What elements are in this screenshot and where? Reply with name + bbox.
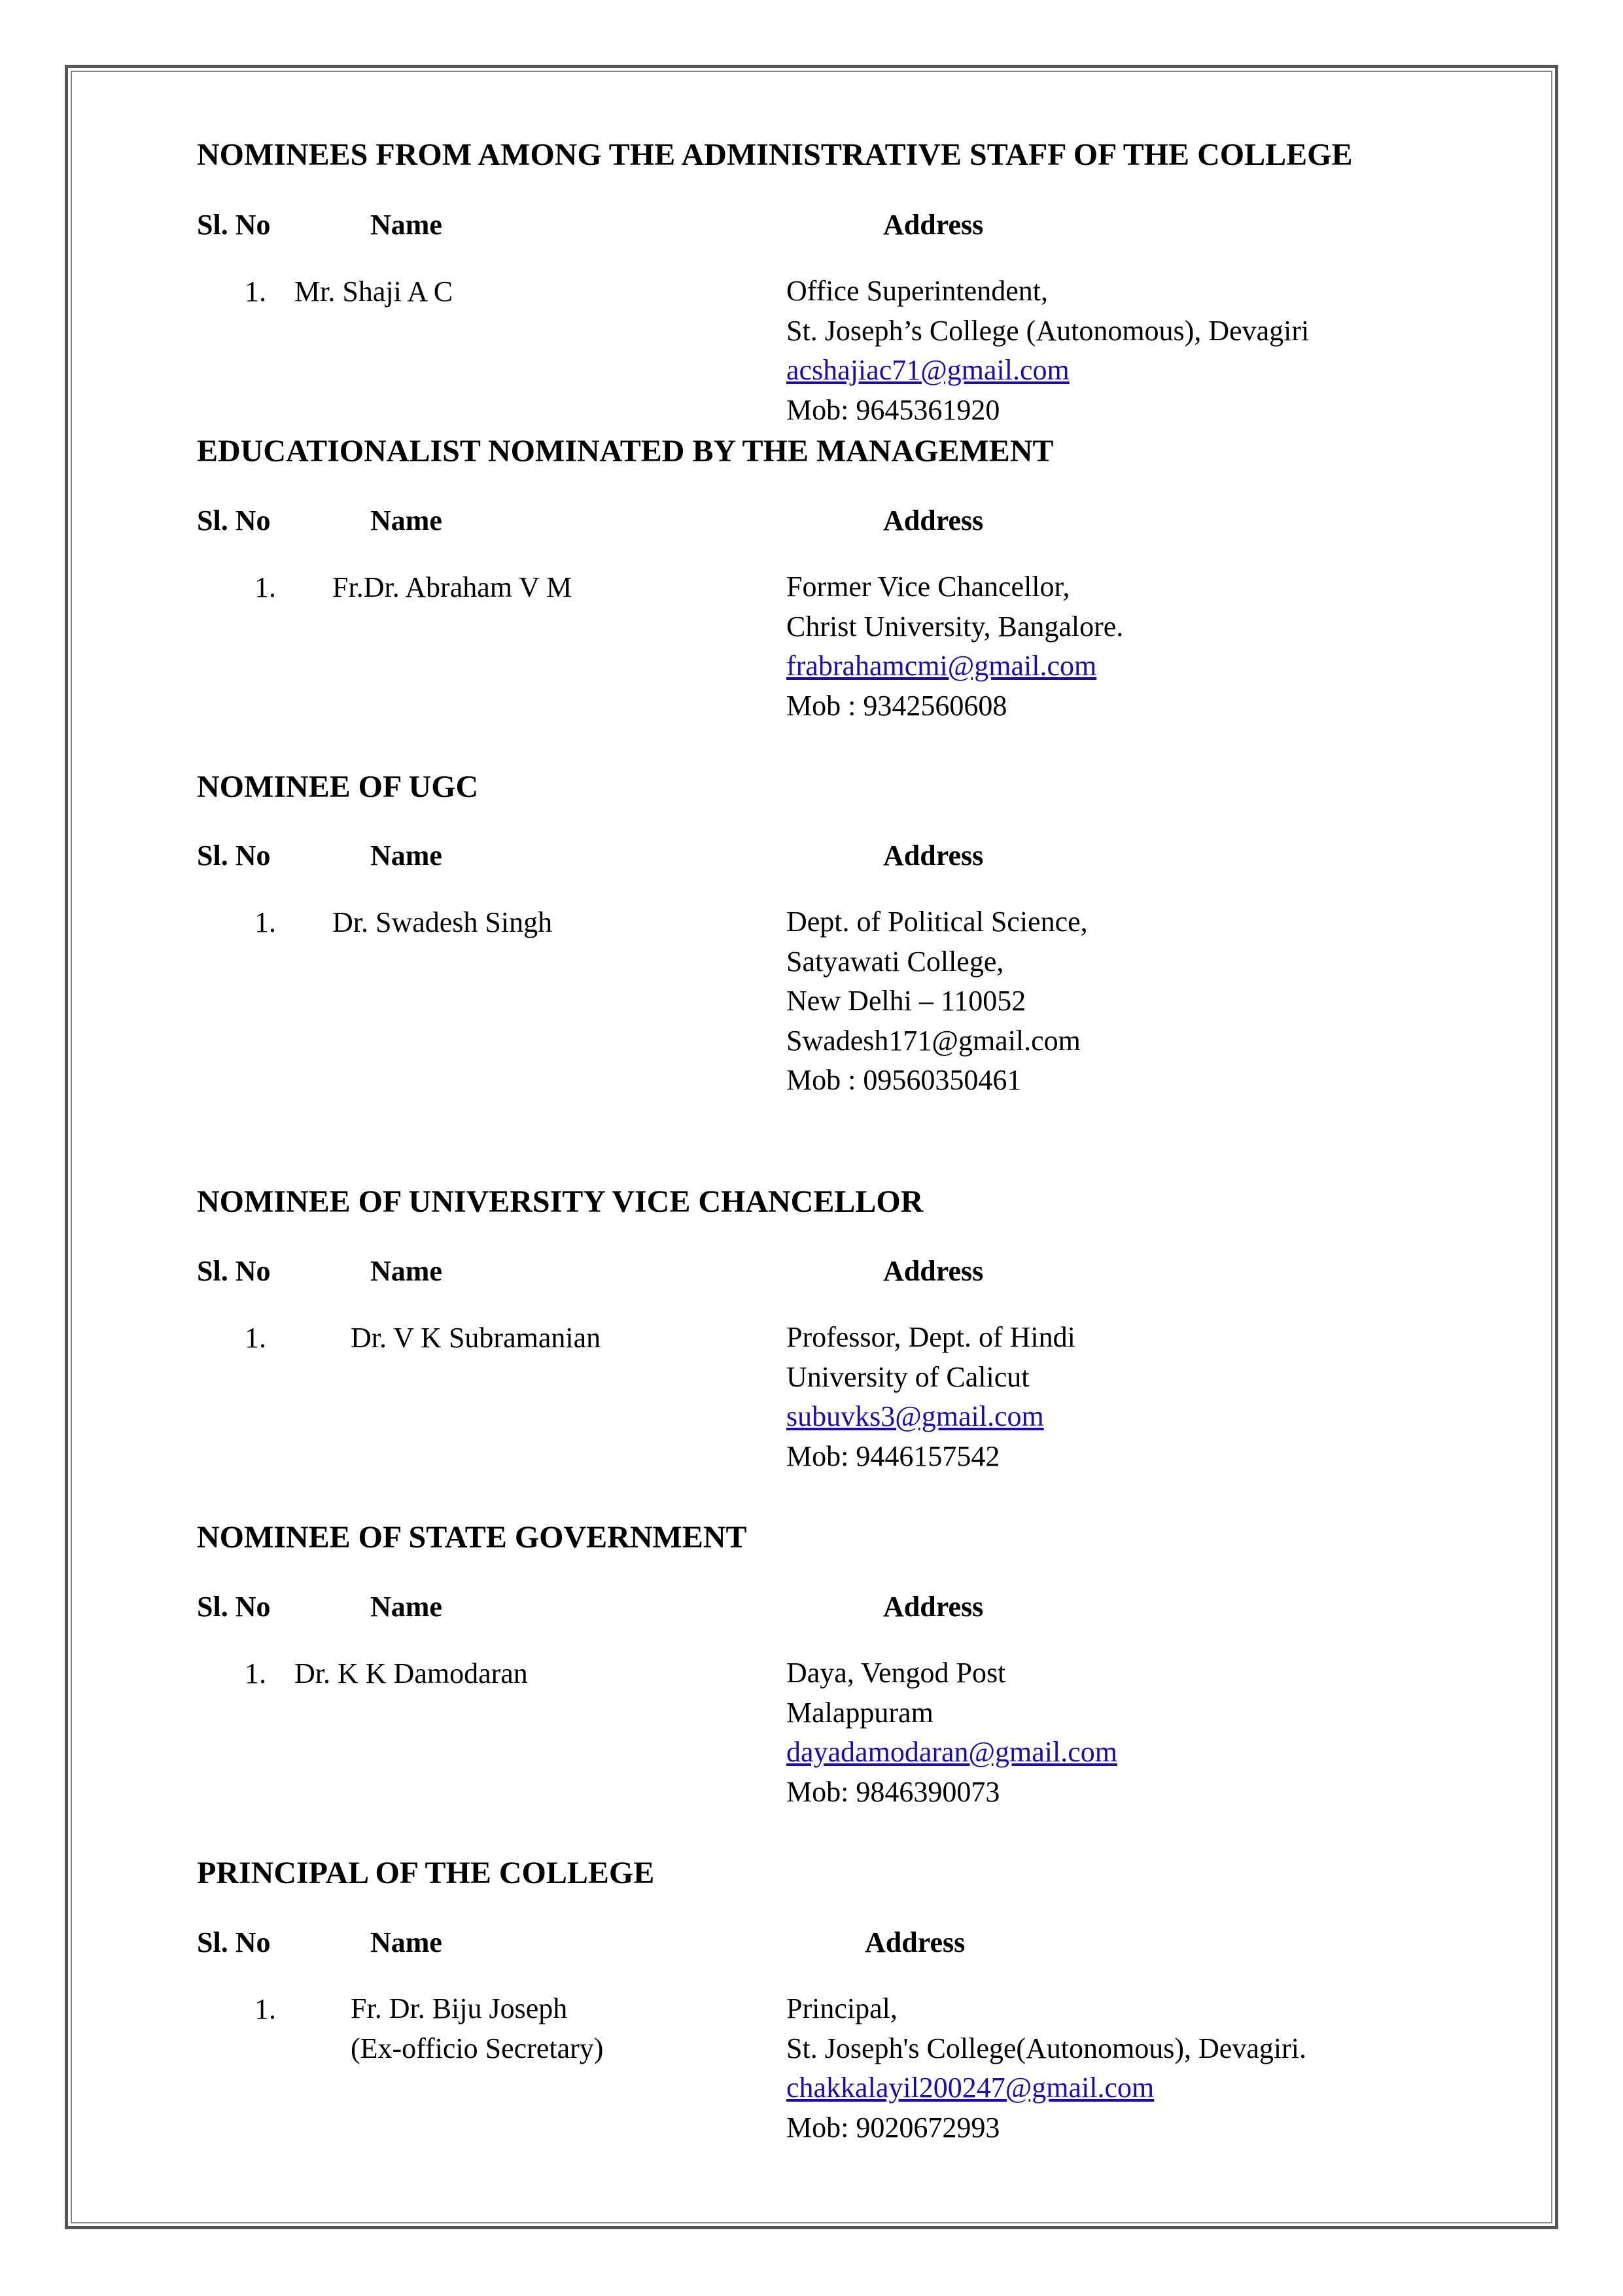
- address-line: Dept. of Political Science,: [786, 906, 1088, 938]
- column-header-address: Address: [883, 209, 984, 241]
- entry-address: [786, 567, 1123, 726]
- entry-name: Dr. V K Subramanian: [351, 1322, 601, 1354]
- entry-sl-no: 1.: [245, 1657, 266, 1689]
- entry-address: [786, 1989, 1306, 2147]
- address-line: Principal,: [786, 1992, 898, 2024]
- column-header-address: Address: [883, 504, 984, 537]
- entry-sl-no: 1.: [245, 1322, 266, 1354]
- entry-address: [786, 1653, 1117, 1812]
- entry-name: [351, 1989, 603, 2068]
- section-title: EDUCATIONALIST NOMINATED BY THE MANAGEMENT: [197, 434, 1054, 468]
- phone-number: Mob: 9446157542: [786, 1439, 1000, 1472]
- entry-sl-no: 1.: [245, 275, 266, 308]
- address-line: St. Joseph’s College (Autonomous), Devagiri: [786, 314, 1310, 347]
- phone-number: Mob: 9645361920: [786, 393, 1000, 426]
- email-link[interactable]: subuvks3@gmail.com: [786, 1400, 1044, 1432]
- entry-sl-no: 1.: [254, 1993, 276, 2025]
- phone-number: Mob : 09560350461: [786, 1064, 1022, 1096]
- entry-sl-no: 1.: [254, 571, 276, 603]
- email-link[interactable]: dayadamodaran@gmail.com: [786, 1736, 1117, 1768]
- column-header-address: Address: [883, 1591, 984, 1623]
- column-header-sl-no: Sl. No: [197, 209, 271, 241]
- address-line: Satyawati College,: [786, 945, 1004, 978]
- address-line: University of Calicut: [786, 1360, 1030, 1393]
- column-header-sl-no: Sl. No: [197, 1255, 271, 1287]
- column-header-name: Name: [370, 1926, 442, 1958]
- column-header-name: Name: [370, 1591, 442, 1623]
- entry-name: Mr. Shaji A C: [294, 275, 453, 308]
- section-title: NOMINEES FROM AMONG THE ADMINISTRATIVE STAFF OF THE COLLEGE: [197, 137, 1353, 172]
- column-header-name: Name: [370, 1255, 442, 1287]
- section-title: NOMINEE OF UNIVERSITY VICE CHANCELLOR: [197, 1184, 924, 1219]
- column-header-name: Name: [370, 209, 442, 241]
- address-line: Daya, Vengod Post: [786, 1657, 1006, 1689]
- phone-number: Mob: 9020672993: [786, 2111, 1000, 2144]
- entry-sl-no: 1.: [254, 906, 276, 938]
- column-header-name: Name: [370, 504, 442, 537]
- address-line: Swadesh171@gmail.com: [786, 1024, 1081, 1057]
- section-title: NOMINEE OF UGC: [197, 769, 479, 804]
- column-header-sl-no: Sl. No: [197, 1591, 271, 1623]
- section-title: NOMINEE OF STATE GOVERNMENT: [197, 1520, 747, 1555]
- entry-name: Dr. K K Damodaran: [294, 1657, 528, 1689]
- column-header-name: Name: [370, 839, 442, 872]
- phone-number: Mob: 9846390073: [786, 1775, 1000, 1808]
- section-title: PRINCIPAL OF THE COLLEGE: [197, 1856, 655, 1890]
- email-link[interactable]: frabrahamcmi@gmail.com: [786, 650, 1097, 682]
- entry-address: [786, 272, 1309, 430]
- column-header-sl-no: Sl. No: [197, 1926, 271, 1958]
- address-line: Christ University, Bangalore.: [786, 610, 1124, 643]
- entry-name: Dr. Swadesh Singh: [332, 906, 553, 938]
- entry-address: [786, 902, 1088, 1101]
- entry-name-note: (Ex-officio Secretary): [351, 2032, 604, 2064]
- column-header-address: Address: [883, 839, 984, 872]
- column-header-address: Address: [865, 1926, 966, 1958]
- email-link[interactable]: chakkalayil200247@gmail.com: [786, 2072, 1155, 2104]
- address-line: Professor, Dept. of Hindi: [786, 1321, 1075, 1353]
- address-line: Former Vice Chancellor,: [786, 571, 1070, 603]
- address-line: St. Joseph's College(Autonomous), Devagiri.: [786, 2032, 1306, 2064]
- address-line: Office Superintendent,: [786, 275, 1048, 307]
- address-line: Malappuram: [786, 1696, 934, 1729]
- entry-address: [786, 1318, 1075, 1476]
- entry-name-text: Fr. Dr. Biju Joseph: [351, 1992, 568, 2024]
- entry-name: Fr.Dr. Abraham V M: [332, 571, 572, 603]
- column-header-sl-no: Sl. No: [197, 504, 271, 537]
- email-link[interactable]: acshajiac71@gmail.com: [786, 354, 1070, 386]
- phone-number: Mob : 9342560608: [786, 689, 1007, 722]
- column-header-address: Address: [883, 1255, 984, 1287]
- address-line: New Delhi – 110052: [786, 985, 1026, 1017]
- column-header-sl-no: Sl. No: [197, 839, 271, 872]
